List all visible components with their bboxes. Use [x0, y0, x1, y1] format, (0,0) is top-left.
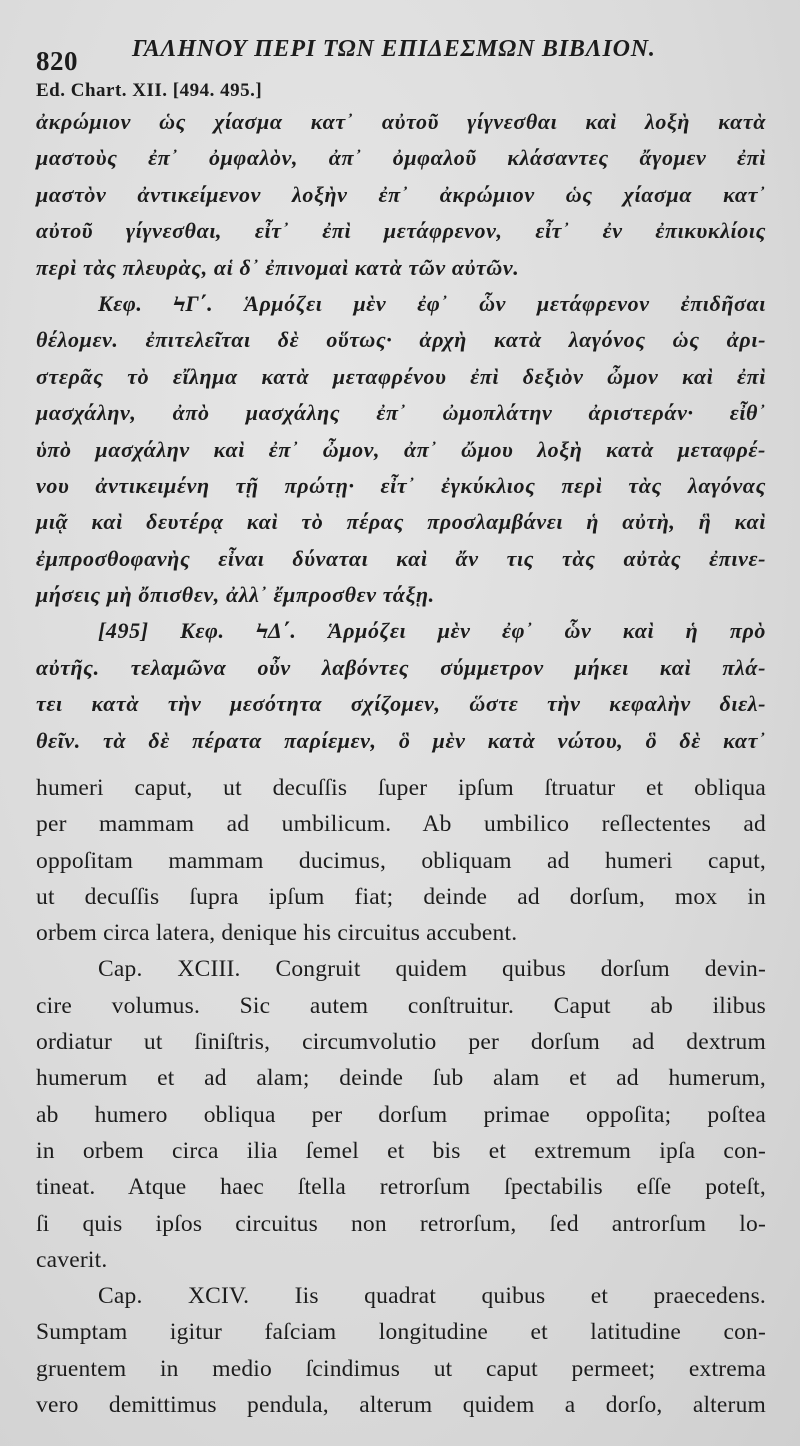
greek-line: θέλομεν. ἐπιτελεῖται δὲ οὕτως· ἀρχὴ κατὰ λαγόνος ὡς ἀρι- [36, 327, 766, 353]
latin-line: humeri caput, ut decuſſis ſuper ipſum ſtruatur et obliqua [36, 775, 766, 801]
page-header [36, 34, 776, 74]
greek-line: μαστὸν ἀντικείμενον λοξὴν ἐπ᾽ ἀκρώμιον ὡς χίασμα κατ᾽ [36, 181, 766, 207]
greek-line: τει κατὰ τὴν μεσότητα σχίζομεν, ὥστε τὴν κεφαλὴν διελ- [36, 691, 766, 717]
latin-line: ordiatur ut ſiniſtris, circumvolutio per dorſum ad dextrum [36, 1029, 766, 1056]
latin-line: orbem circa latera, denique his circuitus accubent. [36, 920, 518, 947]
latin-line: Cap. XCIII. Congruit quidem quibus dorſum devin- [98, 956, 766, 983]
latin-line: ab humero obliqua per dorſum primae oppoſita; poſtea [36, 1101, 766, 1128]
latin-line: per mammam ad umbilicum. Ab umbilico reſlectentes ad [36, 811, 766, 838]
greek-line: μιᾷ καὶ δευτέρᾳ καὶ τὸ πέρας προσλαμβάνει ἡ αὐτὴ, ἣ καὶ [36, 509, 766, 535]
latin-line: caverit. [36, 1246, 108, 1273]
latin-text-block [36, 770, 766, 1423]
greek-line: νου ἀντικειμένη τῇ πρώτῃ· εἶτ᾽ ἐγκύκλιος περὶ τὰς λαγόνας [36, 472, 766, 498]
latin-line: in orbem circa ilia ſemel et bis et extremum ipſa con- [36, 1137, 766, 1164]
greek-line: περὶ τὰς πλευρὰς, αἱ δ᾽ ἐπινομαὶ κατὰ τῶν αὐτῶν. [36, 254, 520, 280]
greek-line: μήσεις μὴ ὄπισθεν, ἀλλ᾽ ἔμπροσθεν τάξῃ. [36, 582, 435, 608]
greek-line: [495] Κεφ. ϞΔ΄. Ἁρμόζει μὲν ἐφ᾽ ὧν καὶ ἡ πρὸ [98, 618, 766, 644]
greek-line: μασχάλην, ἀπὸ μασχάλης ἐπ᾽ ὠμοπλάτην ἀριστεράν· εἶθ᾽ [36, 400, 766, 426]
latin-line: Cap. XCIV. Iis quadrat quibus et praecedens. [98, 1283, 766, 1310]
latin-line: oppoſitam mammam ducimus, obliquam ad humeri caput, [36, 847, 766, 874]
latin-line: vero demittimus pendula, alterum quidem a dorſo, alterum [36, 1392, 766, 1419]
greek-line: στερᾶς τὸ εἴλημα κατὰ μεταφρένου ἐπὶ δεξιὸν ὦμον καὶ ἐπὶ [36, 363, 766, 389]
page-number: 820 [36, 46, 78, 76]
latin-line: ut decuſſis ſupra ipſum fiat; deinde ad dorſum, mox in [36, 883, 766, 910]
greek-text-block [36, 104, 766, 759]
greek-line: θεῖν. τὰ δὲ πέρατα παρίεμεν, ὃ μὲν κατὰ νώτου, ὃ δὲ κατ᾽ [36, 727, 766, 753]
latin-line: cire volumus. Sic autem conſtruitur. Caput ab ilibus [36, 992, 766, 1019]
running-title: ΓΑΛΗΝΟΥ ΠΕΡΙ ΤΩΝ ΕΠΙΔΕΣΜΩΝ ΒΙΒΛΙΟΝ. [132, 36, 656, 62]
latin-line: Sumptam igitur faſciam longitudine et latitudine con- [36, 1319, 766, 1346]
latin-line: tineat. Atque haec ſtella retrorſum ſpectabilis eſſe poteſt, [36, 1174, 766, 1201]
latin-line: humerum et ad alam; deinde ſub alam et ad humerum, [36, 1065, 766, 1092]
greek-line: αὐτοῦ γίγνεσθαι, εἶτ᾽ ἐπὶ μετάφρενον, εἶτ᾽ ἐν ἐπικυκλίοις [36, 218, 766, 244]
greek-line: ἀκρώμιον ὡς χίασμα κατ᾽ αὐτοῦ γίγνεσθαι καὶ λοξὴ κατὰ [36, 109, 766, 134]
greek-line: ὑπὸ μασχάλην καὶ ἐπ᾽ ὦμον, ἀπ᾽ ὤμου λοξὴ κατὰ μεταφρέ- [36, 436, 766, 462]
greek-line: Κεφ. ϞΓ΄. Ἁρμόζει μὲν ἐφ᾽ ὧν μετάφρενον ἐπιδῆσαι [98, 290, 766, 316]
edition-reference: Ed. Chart. XII. [494. 495.] [36, 80, 263, 101]
latin-line: gruentem in medio ſcindimus ut caput permeet; extrema [36, 1355, 766, 1382]
greek-line: μαστοὺς ἐπ᾽ ὀμφαλὸν, ἀπ᾽ ὀμφαλοῦ κλάσαντες ἄγομεν ἐπὶ [36, 145, 766, 171]
greek-line: ἐμπροσθοφανὴς εἶναι δύναται καὶ ἄν τις τὰς αὐτὰς ἐπινε- [36, 545, 766, 571]
greek-line: αὐτῆς. τελαμῶνα οὖν λαβόντες σύμμετρον μήκει καὶ πλά- [36, 654, 766, 680]
latin-line: ſi quis ipſos circuitus non retrorſum, ſed antrorſum lo- [36, 1210, 766, 1237]
